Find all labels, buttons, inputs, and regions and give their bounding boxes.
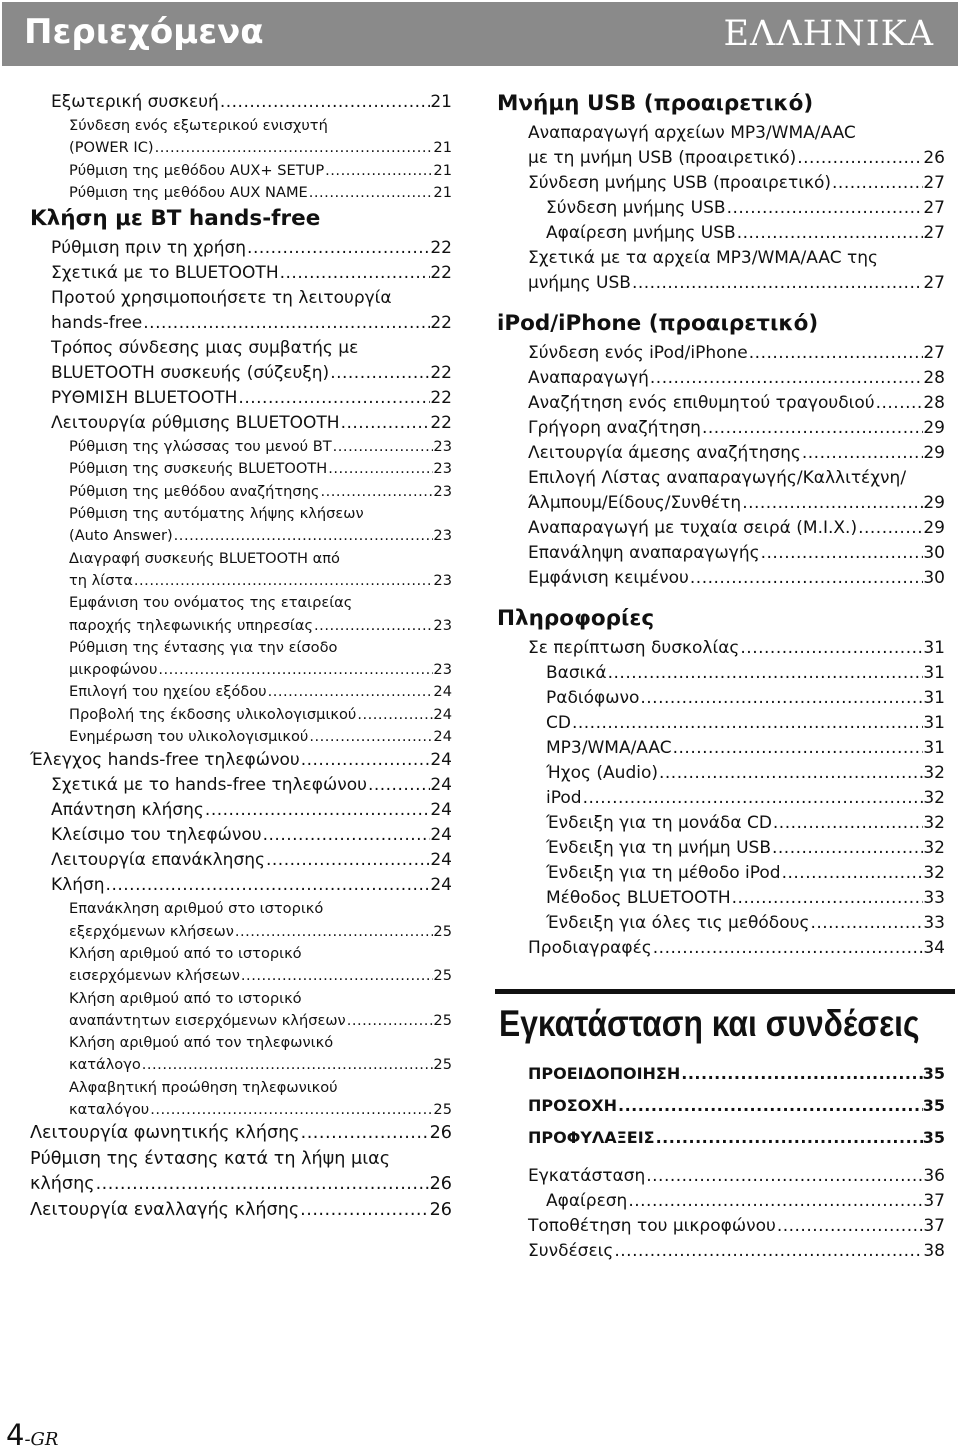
toc-entry[interactable]: Τρόπος σύνδεσης μιας συμβατής με xyxy=(51,338,359,359)
toc-entry[interactable]: Κλήση αριθμού από το ιστορικό xyxy=(69,944,302,962)
toc-entry[interactable]: Ρύθμιση της έντασης για την είσοδο xyxy=(69,638,338,656)
toc-entry[interactable]: καταλόγου ..... 25 xyxy=(30,1099,452,1121)
toc-entry[interactable]: Αναπαραγωγή αρχείων MP3/WMA/AAC xyxy=(528,123,856,143)
toc-entry[interactable]: κλήσης ..... 26 xyxy=(30,1172,452,1198)
toc-entry[interactable]: Ρύθμιση πριν τη χρήση ..... 22 xyxy=(30,236,452,261)
toc-entry[interactable]: Μέθοδος BLUETOOTH ..... 33 xyxy=(497,886,945,911)
toc-entry[interactable]: Τοποθέτηση του μικροφώνου ..... 37 xyxy=(497,1214,945,1239)
toc-entry[interactable]: MP3/WMA/AAC ..... 31 xyxy=(497,736,945,761)
toc-entry[interactable]: Λειτουργία εναλλαγής κλήσης ..... 26 xyxy=(30,1198,452,1224)
toc-entry[interactable]: Επιλογή του ηχείου εξόδου ..... 24 xyxy=(30,681,452,703)
toc-entry[interactable]: ΡΥΘΜΙΣΗ BLUETOOTH ..... 22 xyxy=(30,386,452,411)
toc-entry[interactable]: Αναπαραγωγή με τυχαία σειρά (M.I.X.) ..... 29 xyxy=(497,516,945,541)
toc-entry[interactable]: Επανάληψη αναπαραγωγής ..... 30 xyxy=(497,541,945,566)
toc-entry[interactable]: Λειτουργία φωνητικής κλήσης ..... 26 xyxy=(30,1121,452,1147)
toc-entry[interactable]: Εγκατάσταση ..... 36 xyxy=(497,1164,945,1189)
toc-entry[interactable]: Κλήση αριθμού από τον τηλεφωνικό xyxy=(69,1034,334,1052)
toc-entry[interactable]: Σχετικά με τα αρχεία MP3/WMA/AAC της xyxy=(528,248,878,268)
toc-entry[interactable]: Επανάκληση αριθμού στο ιστορικό xyxy=(69,900,324,918)
toc-entry[interactable]: Άλμπουμ/Είδους/Συνθέτη ..... 29 xyxy=(497,491,945,516)
toc-entry[interactable]: Επιλογή Λίστας αναπαραγωγής/Καλλιτέχνη/ xyxy=(528,468,907,488)
toc-entry[interactable]: Σύνδεση ενός εξωτερικού ενισχυτή xyxy=(69,117,328,134)
toc-entry[interactable]: Σύνδεση ενός iPod/iPhone ..... 27 xyxy=(497,341,945,366)
toc-entry[interactable]: Γρήγορη αναζήτηση ..... 29 xyxy=(497,416,945,441)
toc-entry[interactable]: παροχής τηλεφωνικής υπηρεσίας ..... 23 xyxy=(30,615,452,637)
toc-entry[interactable]: εισερχόμενων κλήσεων ..... 25 xyxy=(30,965,452,987)
toc-entry[interactable]: με τη μνήμη USB (προαιρετικό) ..... 26 xyxy=(497,146,945,171)
toc-entry[interactable]: Ενημέρωση του υλικολογισμικού ..... 24 xyxy=(30,726,452,748)
section-heading-bt: Κλήση με BT hands-free xyxy=(30,206,321,232)
section-divider xyxy=(495,989,955,994)
toc-entry[interactable]: (POWER IC) ..... 21 xyxy=(30,137,452,159)
toc-entry[interactable]: Κλήση αριθμού από το ιστορικό xyxy=(69,989,302,1007)
section-heading-install: Εγκατάσταση και συνδέσεις xyxy=(499,1003,920,1044)
toc-entry[interactable]: Ένδειξη για τη μονάδα CD ..... 32 xyxy=(497,811,945,836)
toc-entry[interactable]: Εμφάνιση κειμένου ..... 30 xyxy=(497,566,945,591)
language-suffix: -GR xyxy=(24,1429,59,1450)
toc-entry[interactable]: Αναπαραγωγή ..... 28 xyxy=(497,366,945,391)
toc-entry[interactable]: Αφαίρεση μνήμης USB ..... 27 xyxy=(497,221,945,246)
toc-entry[interactable]: μικροφώνου ..... 23 xyxy=(30,659,452,681)
toc-entry[interactable]: CD ..... 31 xyxy=(497,711,945,736)
toc-entry[interactable]: Κλείσιμο του τηλεφώνου ..... 24 xyxy=(30,823,452,848)
toc-entry[interactable]: τη λίστα ..... 23 xyxy=(30,570,452,592)
toc-entry-precautions[interactable]: ΠΡΟΦΥΛΑΞΕΙΣ ..... 35 xyxy=(497,1122,945,1154)
toc-entry[interactable]: μνήμης USB ..... 27 xyxy=(497,271,945,296)
toc-entry[interactable]: Ένδειξη για τη μέθοδο iPod ..... 32 xyxy=(497,861,945,886)
section-heading-ipod: iPod/iPhone (προαιρετικό) xyxy=(497,311,819,336)
toc-entry[interactable]: Αφαίρεση ..... 37 xyxy=(497,1189,945,1214)
toc-entry[interactable]: Συνδέσεις ..... 38 xyxy=(497,1239,945,1264)
toc-entry[interactable]: Σύνδεση μνήμης USB ..... 27 xyxy=(497,196,945,221)
toc-entry[interactable]: (Auto Answer) ..... 23 xyxy=(30,525,452,547)
section-heading-info: Πληροφορίες xyxy=(497,606,655,631)
toc-entry[interactable]: Σύνδεση μνήμης USB (προαιρετικό) ..... 27 xyxy=(497,171,945,196)
toc-entry-warning[interactable]: ΠΡΟΕΙΔΟΠΟΙΗΣΗ ..... 35 xyxy=(497,1058,945,1090)
page-footer xyxy=(6,1418,58,1452)
toc-entry[interactable]: BLUETOOTH συσκευής (σύζευξη) ..... 22 xyxy=(30,361,452,386)
toc-entry[interactable]: Ρύθμιση της συσκευής BLUETOOTH ..... 23 xyxy=(30,458,452,480)
toc-entry[interactable]: iPod ..... 32 xyxy=(497,786,945,811)
toc-entry[interactable]: Ρύθμιση της γλώσσας του μενού BT ..... 23 xyxy=(30,436,452,458)
toc-entry[interactable]: Σχετικά με το BLUETOOTH ..... 22 xyxy=(30,261,452,286)
toc-entry[interactable]: Κλήση ..... 24 xyxy=(30,873,452,898)
toc-entry[interactable]: Λειτουργία επανάκλησης ..... 24 xyxy=(30,848,452,873)
page-number: 4 xyxy=(6,1418,25,1452)
toc-entry[interactable]: Έλεγχος hands-free τηλεφώνου ..... 24 xyxy=(30,748,452,773)
toc-entry[interactable]: Προδιαγραφές ..... 34 xyxy=(497,936,945,961)
toc-right-column xyxy=(497,90,945,1264)
section-heading-usb: Μνήμη USB (προαιρετικό) xyxy=(497,91,814,116)
toc-entry[interactable]: Ρύθμιση της έντασης κατά τη λήψη μιας xyxy=(30,1148,391,1169)
toc-entry[interactable]: Ρύθμιση της αυτόματης λήψης κλήσεων xyxy=(69,505,364,523)
toc-entry[interactable]: Προβολή της έκδοσης υλικολογισμικού ..... 24 xyxy=(30,704,452,726)
toc-entry[interactable]: εξερχόμενων κλήσεων ..... 25 xyxy=(30,921,452,943)
toc-entry[interactable]: Ρύθμιση της μεθόδου AUX+ SETUP ..... 21 xyxy=(30,160,452,182)
toc-entry[interactable]: Ήχος (Audio) ..... 32 xyxy=(497,761,945,786)
header-bar xyxy=(2,2,958,66)
page-title: Περιεχόμενα xyxy=(24,12,264,52)
toc-entry[interactable]: Εμφάνιση του ονόματος της εταιρείας xyxy=(69,594,353,612)
toc-left-column xyxy=(30,90,452,1223)
toc-entry[interactable]: Ρύθμιση της μεθόδου AUX NAME ..... 21 xyxy=(30,182,452,204)
toc-entry[interactable]: Αναζήτηση ενός επιθυμητού τραγουδιού ..... 28 xyxy=(497,391,945,416)
toc-entry-caution[interactable]: ΠΡΟΣΟΧΗ ..... 35 xyxy=(497,1090,945,1122)
toc-entry[interactable]: Ραδιόφωνο ..... 31 xyxy=(497,686,945,711)
toc-entry[interactable]: Σχετικά με το hands-free τηλεφώνου ..... 24 xyxy=(30,773,452,798)
toc-entry[interactable]: Εξωτερική συσκευή ..... 21 xyxy=(30,90,452,115)
toc-entry[interactable]: Λειτουργία άμεσης αναζήτησης ..... 29 xyxy=(497,441,945,466)
toc-entry[interactable]: Ένδειξη για όλες τις μεθόδους ..... 33 xyxy=(497,911,945,936)
toc-entry[interactable]: Προτού χρησιμοποιήσετε τη λειτουργία xyxy=(51,288,392,309)
toc-entry[interactable]: Βασικά ..... 31 xyxy=(497,661,945,686)
toc-entry[interactable]: Ρύθμιση της μεθόδου αναζήτησης ..... 23 xyxy=(30,481,452,503)
toc-entry[interactable]: Σε περίπτωση δυσκολίας ..... 31 xyxy=(497,636,945,661)
toc-entry[interactable]: Αλφαβητική προώθηση τηλεφωνικού xyxy=(69,1078,338,1096)
toc-entry[interactable]: αναπάντητων εισερχόμενων κλήσεων ..... 25 xyxy=(30,1010,452,1032)
toc-entry[interactable]: κατάλογο ..... 25 xyxy=(30,1054,452,1076)
toc-entry[interactable]: Διαγραφή συσκευής BLUETOOTH από xyxy=(69,549,340,567)
toc-entry[interactable]: Απάντηση κλήσης ..... 24 xyxy=(30,798,452,823)
toc-entry[interactable]: Λειτουργία ρύθμισης BLUETOOTH ..... 22 xyxy=(30,411,452,436)
toc-entry[interactable]: Ένδειξη για τη μνήμη USB ..... 32 xyxy=(497,836,945,861)
toc-entry[interactable]: hands-free ..... 22 xyxy=(30,311,452,336)
language-label: ΕΛΛΗΝΙΚΑ xyxy=(723,14,934,54)
